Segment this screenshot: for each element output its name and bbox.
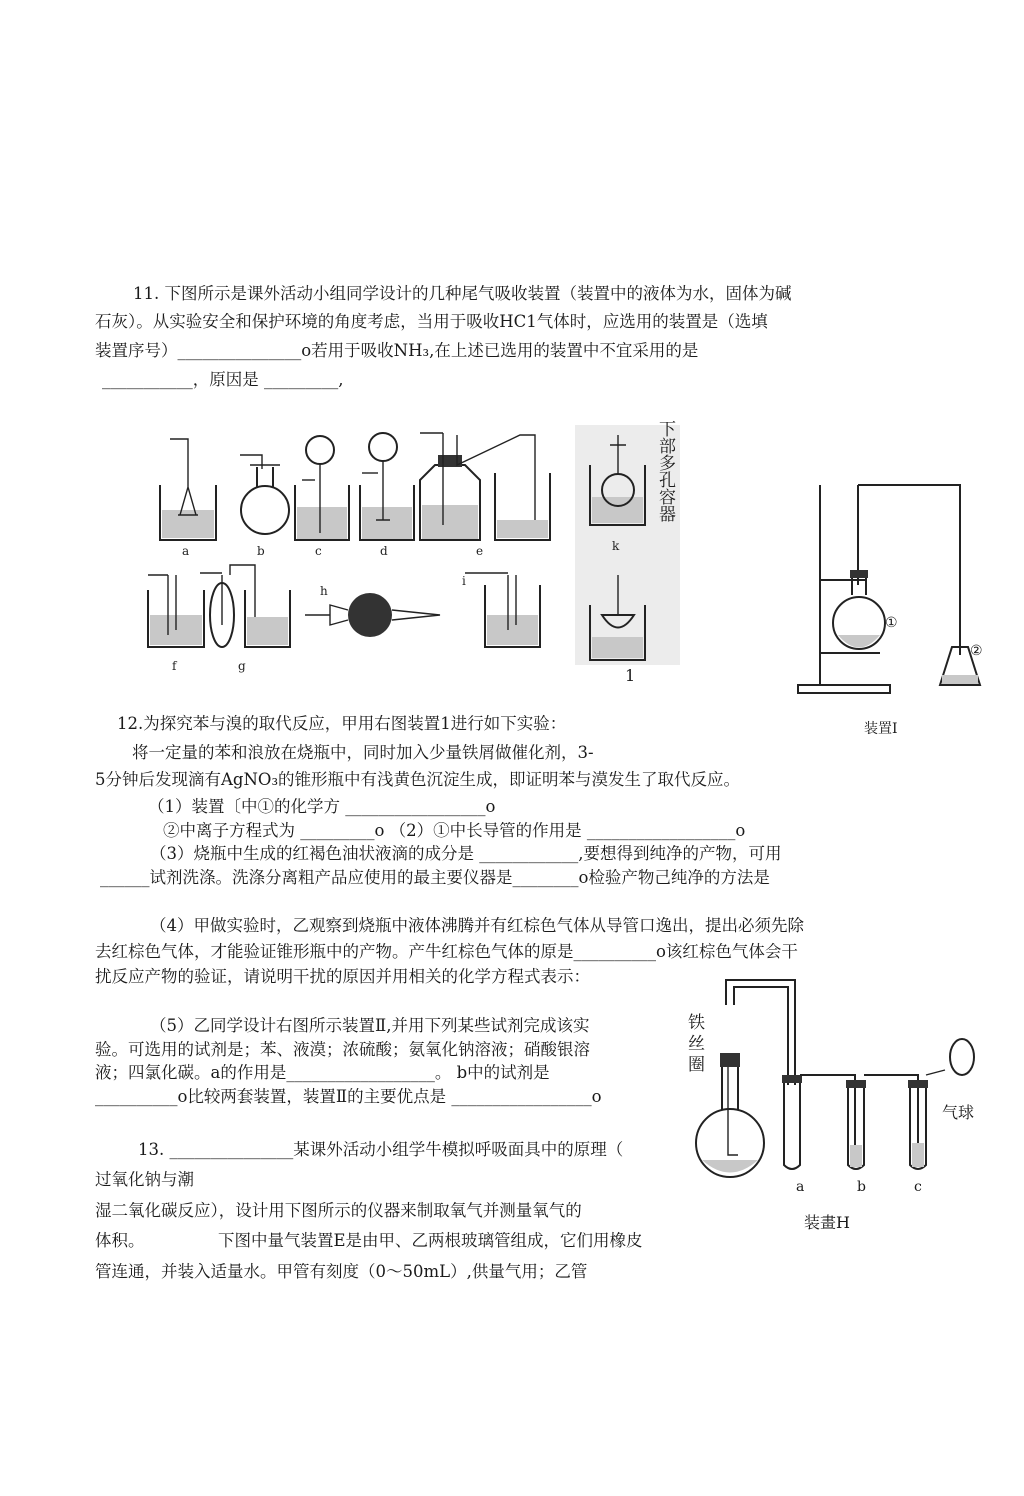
mark-1: ① <box>885 615 898 631</box>
q12-line-13: 液；四氯化碳。a的作用是__________________。 b中的试剂是 <box>95 1063 550 1082</box>
label-iron-1: 铁 <box>688 1013 705 1033</box>
q12-line-9: 去红棕色气体，才能验证锥形瓶中的产物。产牛红棕色气体的原是__________o该红棕色气体会干 <box>95 942 798 961</box>
apparatus-2-caption: 装畫H <box>804 1213 850 1232</box>
apparatus-g <box>200 565 290 647</box>
label-iron-wire <box>688 1013 705 1076</box>
apparatus-d <box>360 433 414 540</box>
label-i: i <box>462 574 466 588</box>
label-tube-b: b <box>857 1179 866 1195</box>
apparatus-1 <box>790 475 990 705</box>
q13-line-2: 过氧化钠与潮 <box>95 1170 194 1189</box>
q13-line-5: 管连通，并装入适量水。甲管有刻度（0～50mL）,供量气用；乙管 <box>95 1262 588 1281</box>
apparatus-i <box>465 573 540 647</box>
label-k: k <box>612 539 620 553</box>
q12-line-14: __________o比较两套装置，装置Ⅱ的主要优点是 _________________o <box>95 1087 602 1106</box>
apparatus-f <box>148 575 204 647</box>
q11-line-4: ___________，原因是 _________, <box>102 370 344 389</box>
label-e: e <box>476 544 484 558</box>
label-iron-3: 圈 <box>688 1055 705 1075</box>
q12-line-2: 将一定量的苯和浪放在烧瓶中，同时加入少量铁屑做催化剂，3- <box>132 743 594 762</box>
q11-line-2: 石灰）。从实验安全和保护环境的角度考虑，当用于吸收HC1气体时，应选用的装置是（选填 <box>95 312 768 331</box>
mark-2: ② <box>970 643 983 659</box>
label-g: g <box>238 659 246 673</box>
apparatus-b <box>240 455 289 534</box>
apparatus-2 <box>670 975 990 1185</box>
q13-line-4b: 下图中量气装置E是由甲、乙两根玻璃管组成，它们用橡皮 <box>218 1231 643 1250</box>
label-d: d <box>380 544 388 558</box>
figure-number-1: 1 <box>625 666 636 685</box>
q12-line-4: （1）装置〔中①的化学方 _________________o <box>148 797 496 816</box>
fig11-apparatus <box>140 425 680 685</box>
q12-line-6: （3）烧瓶中生成的红褐色油状液滴的成分是 ____________,要想得到纯净的产物，可用 <box>150 844 782 863</box>
label-h: h <box>320 584 328 598</box>
side-text-porous: 下部多孔容器 <box>655 420 675 522</box>
q12-line-7: ______试剂洗涤。洗涤分离粗产品应使用的最主要仪器是________o检验产物己纯净的方法是 <box>100 868 770 887</box>
label-tube-c: c <box>914 1179 922 1195</box>
q13-line-1: 13. _______________某课外活动小组学牛模拟呼吸面具中的原理（ <box>138 1140 624 1159</box>
label-c: c <box>315 544 322 558</box>
label-iron-2: 丝 <box>688 1034 705 1054</box>
apparatus-c <box>295 436 349 540</box>
q12-line-3: 5分钟后发现滴有AgNO₃的锥形瓶中有浅黄色沉淀生成，即证明苯与漠发生了取代反应。 <box>95 770 741 789</box>
apparatus-a <box>160 439 216 540</box>
apparatus-e <box>420 433 550 540</box>
label-a: a <box>182 544 190 558</box>
apparatus-1-caption: 装置Ⅰ <box>864 721 898 737</box>
q11-line-1: 11. 下图所示是课外活动小组同学设计的几种尾气吸收装置（装置中的液体为水，固体为碱 <box>133 284 792 303</box>
q13-line-4a: 体积。 <box>95 1231 145 1250</box>
q12-line-8: （4）甲做实验时，乙观察到烧瓶中液体沸腾并有红棕色气体从导管口逸出，提出必须先除 <box>150 916 804 935</box>
label-f: f <box>172 659 177 673</box>
q12-line-12: 验。可选用的试剂是；苯、液漠；浓硫酸；氨氧化钠溶液；硝酸银溶 <box>95 1040 590 1059</box>
label-tube-a: a <box>796 1179 805 1195</box>
q12-line-11: （5）乙同学设计右图所示装置Ⅱ,并用下列某些试剂完成该实 <box>150 1016 590 1035</box>
q12-line-1: 12.为探究苯与溴的取代反应，甲用右图装置1进行如下实验： <box>117 714 567 733</box>
q11-line-3: 装置序号）_______________o若用于吸收NH₃,在上述已选用的装置中不宜采用的是 <box>95 341 699 360</box>
q12-line-10: 扰反应产物的验证，请说明干扰的原因并用相关的化学方程式表示： <box>95 967 590 986</box>
q12-line-5: ②中离子方程式为 _________o （2）①中长导管的作用是 __________________o <box>163 821 746 840</box>
apparatus-h <box>305 593 440 637</box>
label-balloon: 气球 <box>942 1103 975 1122</box>
label-b: b <box>257 544 265 558</box>
q13-line-3: 湿二氧化碳反应），设计用下图所示的仪器来制取氧气并测量氧气的 <box>95 1201 582 1220</box>
